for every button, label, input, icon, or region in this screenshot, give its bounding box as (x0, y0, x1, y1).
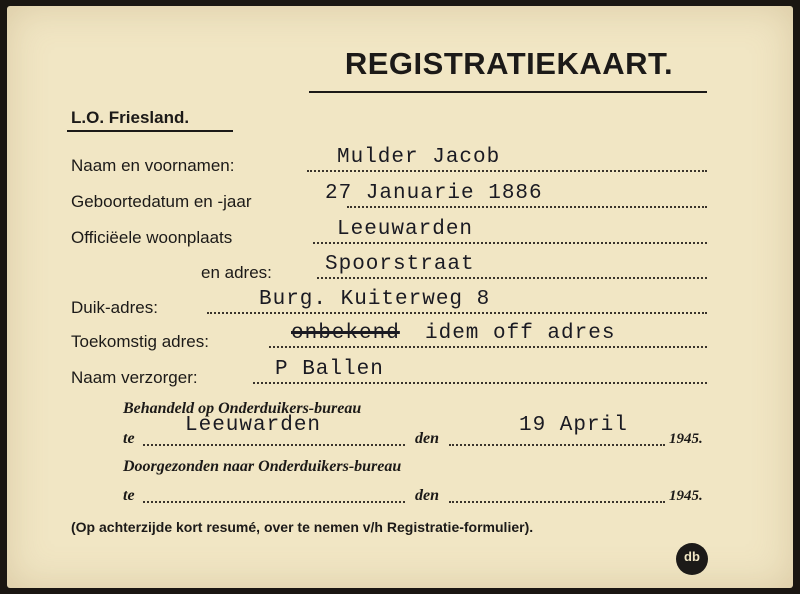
footer-note: (Op achterzijde kort resumé, over te nemen v/h Registratie-formulier). (71, 519, 534, 535)
behandeld-den-label: den (415, 430, 439, 447)
toekomstig-struck-value: onbekend (291, 322, 400, 345)
woonplaats-label: Officiëele woonplaats (71, 228, 233, 247)
doorgezonden-te-dotted-line (143, 501, 405, 503)
adres-value: Spoorstraat (325, 253, 475, 276)
duik-value: Burg. Kuiterweg 8 (259, 288, 491, 311)
behandeld-year: 1945. (669, 431, 703, 447)
doorgezonden-den-dotted-line (449, 501, 665, 503)
verzorger-value: P Ballen (275, 358, 384, 381)
naam-label: Naam en voornamen: (71, 156, 235, 175)
duik-dotted-line (207, 312, 707, 314)
toekomstig-dotted-line (269, 346, 707, 348)
doorgezonden-te-label: te (123, 487, 135, 504)
verzorger-label: Naam verzorger: (71, 368, 198, 387)
behandeld-te-value: Leeuwarden (185, 414, 322, 437)
card-title: REGISTRATIEKAART. (344, 46, 674, 81)
duik-label: Duik-adres: (71, 298, 158, 317)
toekomstig-value: idem off adres (425, 322, 616, 345)
title-underline (309, 91, 707, 93)
woonplaats-dotted-line (313, 242, 707, 244)
organisation-underline (67, 130, 233, 132)
geboorte-value: 27 Januarie 1886 (325, 182, 543, 205)
naam-dotted-line (307, 170, 707, 172)
woonplaats-value: Leeuwarden (337, 218, 474, 241)
behandeld-te-label: te (123, 430, 135, 447)
doorgezonden-den-label: den (415, 487, 439, 504)
geboorte-dotted-line (347, 206, 707, 208)
behandeld-heading: Behandeld op Onderduikers-bureau (123, 400, 362, 417)
behandeld-den-dotted-line (449, 444, 665, 446)
adres-dotted-line (317, 277, 707, 279)
verzorger-dotted-line (253, 382, 707, 384)
doorgezonden-heading: Doorgezonden naar Onderduikers-bureau (123, 458, 402, 475)
behandeld-den-value: 19 April (519, 414, 628, 437)
doorgezonden-year: 1945. (669, 488, 703, 504)
registration-card (7, 6, 793, 588)
toekomstig-label: Toekomstig adres: (71, 332, 209, 351)
naam-value: Mulder Jacob (337, 146, 501, 169)
organisation-label: L.O. Friesland. (71, 108, 190, 127)
printer-logo-icon: db (676, 543, 708, 575)
behandeld-te-dotted-line (143, 444, 405, 446)
adres-label: en adres: (201, 263, 272, 282)
geboorte-label: Geboortedatum en -jaar (71, 192, 252, 211)
